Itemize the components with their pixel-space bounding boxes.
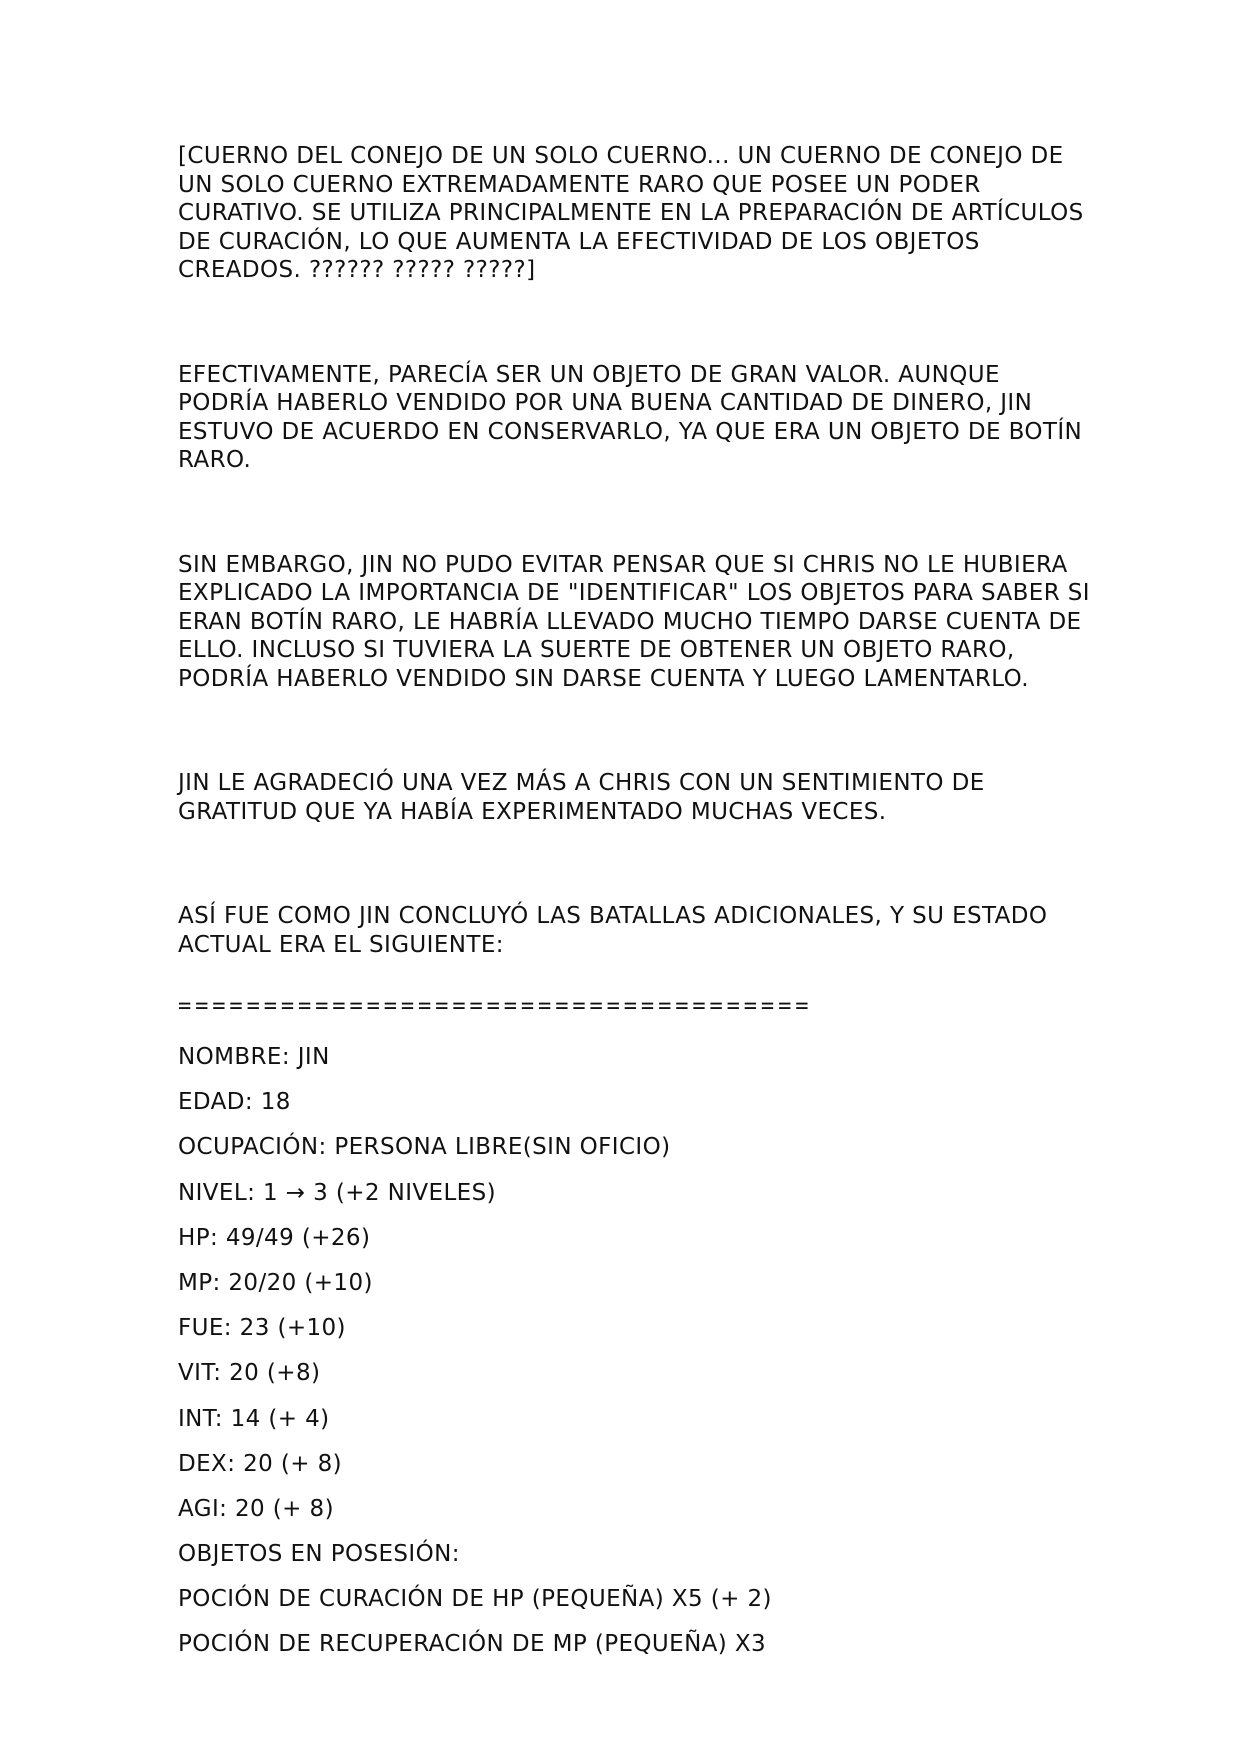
inventory-heading: OBJETOS EN POSESIÓN:: [178, 1541, 460, 1568]
stat-dex: [178, 1450, 1098, 1495]
stat-label: HP: [178, 1224, 210, 1251]
stat-colon: :: [213, 1360, 230, 1387]
stat-fue: [178, 1314, 1098, 1359]
stat-label: FUE: [178, 1315, 224, 1342]
story-paragraph: JIN LE AGRADECIÓ UNA VEZ MÁS A CHRIS CON UN SENTIMIENTO DE GRATITUD QUE YA HABÍA EXPERIMENTADO MUCHAS VECES.: [178, 770, 985, 825]
stat-vit: [178, 1359, 1098, 1404]
stat-name: [178, 1043, 1098, 1088]
status-list: [178, 1043, 1098, 1676]
stat-value: 20/20 (+10): [228, 1269, 373, 1296]
stat-label: NIVEL: [178, 1179, 248, 1206]
stat-label: AGI: [178, 1495, 220, 1522]
stat-value: PERSONA LIBRE(SIN OFICIO): [334, 1134, 671, 1161]
stat-value: 1 → 3 (+2 NIVELES): [262, 1179, 496, 1206]
stat-label: MP: [178, 1269, 213, 1296]
stat-label: VIT: [178, 1360, 214, 1387]
stat-value: 20 (+ 8): [235, 1495, 334, 1522]
stat-occupation: [178, 1133, 1098, 1178]
item-description-paragraph: [CUERNO DEL CONEJO DE UN SOLO CUERNO... UN CUERNO DE CONEJO DE UN SOLO CUERNO EXTREMADAMENTE RARO QUE POSEE UN PODER CURATIVO. SE UTILIZA PRINCIPALMENTE EN LA PREPARACIÓN DE ARTÍCULOS DE CURACIÓN, LO QUE AUMENTA LA EFECTIVIDAD DE LOS OBJETOS CREADOS. ?????? ????? ?????]: [178, 143, 1084, 283]
document-page: [178, 142, 1098, 1676]
story-paragraph: ASÍ FUE COMO JIN CONCLUYÓ LAS BATALLAS ADICIONALES, Y SU ESTADO ACTUAL ERA EL SIGUIENTE:: [178, 903, 1048, 958]
stat-colon: :: [244, 1089, 261, 1116]
stat-label: NOMBRE: [178, 1044, 282, 1070]
stat-colon: :: [214, 1405, 231, 1432]
stat-int: [178, 1405, 1098, 1450]
stat-colon: :: [209, 1224, 226, 1251]
stat-level: [178, 1179, 1098, 1224]
stat-value: JIN: [297, 1044, 330, 1070]
stat-value: 14 (+ 4): [230, 1405, 330, 1432]
stat-age: [178, 1088, 1098, 1133]
story-paragraph: SIN EMBARGO, JIN NO PUDO EVITAR PENSAR QUE SI CHRIS NO LE HUBIERA EXPLICADO LA IMPORTANCIA DE "IDENTIFICAR" LOS OBJETOS PARA SABER SI ERAN BOTÍN RARO, LE HABRÍA LLEVADO MUCHO TIEMPO DARSE CUENTA DE ELLO. INCLUSO SI TUVIERA LA SUERTE DE OBTENER UN OBJETO RARO, PODRÍA HABERLO VENDIDO SIN DARSE CUENTA Y LUEGO LAMENTARLO.: [178, 551, 1090, 692]
stat-colon: :: [281, 1044, 298, 1070]
stat-value: 18: [260, 1089, 291, 1116]
story-paragraph: EFECTIVAMENTE, PARECÍA SER UN OBJETO DE GRAN VALOR. AUNQUE PODRÍA HABERLO VENDIDO POR UNA BUENA CANTIDAD DE DINERO, JIN ESTUVO DE ACUERDO EN CONSERVARLO, YA QUE ERA UN OBJETO DE BOTÍN RARO.: [178, 361, 1083, 473]
inventory-item: POCIÓN DE RECUPERACIÓN DE MP (PEQUEÑA) X3: [178, 1631, 767, 1658]
stat-colon: :: [219, 1495, 236, 1522]
stat-colon: :: [318, 1134, 335, 1161]
stat-value: 20 (+ 8): [243, 1450, 343, 1477]
inventory-item: POCIÓN DE CURACIÓN DE HP (PEQUEÑA) X5 (+ 2): [178, 1586, 772, 1613]
stat-colon: :: [227, 1450, 244, 1477]
stat-colon: :: [247, 1179, 263, 1206]
stat-label: OCUPACIÓN: [178, 1134, 319, 1161]
stat-value: 23 (+10): [239, 1315, 346, 1342]
stat-agi: [178, 1495, 1098, 1540]
stat-hp: [178, 1224, 1098, 1269]
stat-label: EDAD: [178, 1089, 245, 1116]
stat-colon: :: [223, 1315, 240, 1342]
stat-value: 20 (+8): [229, 1360, 321, 1387]
stat-colon: :: [212, 1269, 229, 1296]
stat-label: DEX: [178, 1450, 228, 1477]
section-divider: =====================================: [178, 994, 813, 1019]
stat-label: INT: [178, 1405, 215, 1432]
stat-value: 49/49 (+26): [225, 1224, 371, 1251]
stat-mp: [178, 1269, 1098, 1314]
